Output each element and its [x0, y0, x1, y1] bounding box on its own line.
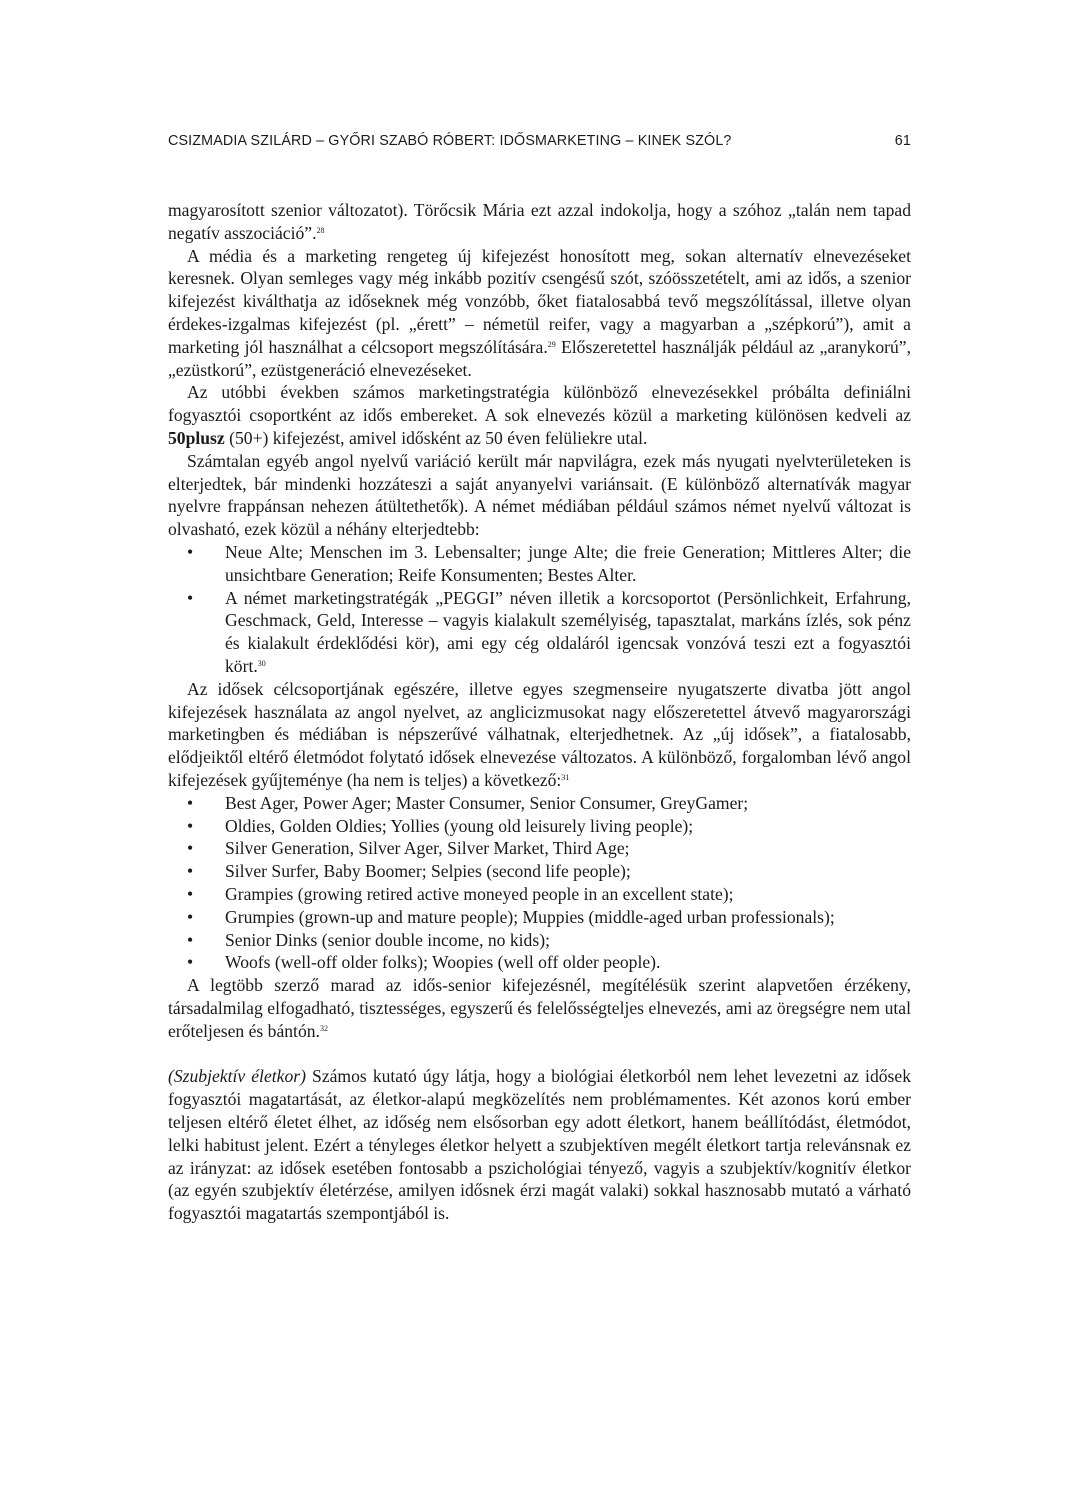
- english-terms-list: [168, 792, 911, 974]
- bullet: •: [187, 792, 194, 813]
- article-body: [168, 199, 911, 1225]
- footnote-ref-32[interactable]: 32: [319, 1023, 328, 1033]
- paragraph-media-expressions: A média és a marketing rengeteg új kifejezést honosított meg, sokan alternatív elnevezéseket keresnek. Olyan semleges vagy még inkább pozitív csengésű szót, szóösszetételt, ami az idős, a szenior kifejezést kiválthatja az időseknek még vonzóbb, őket fiatalosabbá tevő megszólítással, illetve olyan érdekes-izgalmas kifejezést (pl. „érett” – németül reifer, vagy a magyarban a „szépkorú”), amit a marketing jól használhat a célcsoport megszólítására.$^{29}$ Előszeretettel használják például az „aranykorú”, „ezüstkorú”, ezüstgeneráció elnevezéseket.: [168, 245, 911, 380]
- bullet: •: [187, 861, 194, 882]
- list-item: • Neue Alte; Menschen im 3. Lebensalter; junge Alte; die freie Generation; Mittleres Alter; die unsichtbare Generation; Reife Konsumenten; Bestes Alter.: [187, 541, 911, 585]
- list-item: • Best Ager, Power Ager; Master Consumer, Senior Consumer, GreyGamer;: [187, 792, 749, 813]
- page-number: 61: [894, 133, 911, 149]
- list-item: • Woofs (well-off older folks); Woopies (well off older people).: [187, 952, 661, 973]
- bullet: •: [187, 815, 194, 836]
- bullet: •: [187, 906, 194, 927]
- bullet: •: [187, 929, 194, 950]
- footnote-ref-29[interactable]: 29: [547, 339, 556, 349]
- section-spacer: [168, 1042, 911, 1065]
- paragraph-marketing-strategies: Az utóbbi években számos marketingstratégia különböző elnevezésekkel próbálta definiálni fogyasztói csoportként az idős embereket. A sok elnevezés közül a marketing különösen kedveli az 50plusz (50+) kifejezést, amivel idősként az 50 éven felüliekre utal.: [168, 382, 911, 448]
- paragraph-english-variations: Számtalan egyéb angol nyelvű variáció került már napvilágra, ezek más nyugati nyelvterületeken is elterjedtek, bár mindenki hozzáteszi a saját anyanyelvi variánsait. (E különböző alternatívák magyar nyelvre frappánsan nehezen átültethetők). A német médiában például számos német nyelvű változat is olvasható, ezek közül a néhány elterjedtebb:: [168, 450, 911, 540]
- running-title: CSIZMADIA SZILÁRD – GYŐRI SZABÓ RÓBERT: IDŐSMARKETING – KINEK SZÓL?: [168, 133, 732, 149]
- list-item: • Senior Dinks (senior double income, no kids);: [187, 929, 550, 950]
- running-header: [168, 133, 911, 149]
- footnote-ref-28[interactable]: 28: [316, 225, 325, 235]
- bullet: •: [187, 883, 194, 904]
- list-item: • Silver Generation, Silver Ager, Silver Market, Third Age;: [187, 838, 630, 859]
- list-item: • Silver Surfer, Baby Boomer; Selpies (second life people);: [187, 861, 631, 882]
- paragraph-continued: magyarosított szenior változatot). Törőcsik Mária ezt azzal indokolja, hogy a szóhoz „talán nem tapad negatív asszociáció”.$^{28}$: [168, 200, 911, 243]
- bullet: •: [187, 587, 194, 608]
- list-item: • Oldies, Golden Oldies; Yollies (young old leisurely living people);: [187, 815, 694, 836]
- bullet: •: [187, 838, 194, 859]
- bullet: •: [187, 541, 194, 562]
- term-50plusz: 50plusz: [168, 427, 225, 448]
- paragraph-subjective-age: (Szubjektív életkor) Számos kutató úgy látja, hogy a biológiai életkorból nem lehet levezetni az idősek fogyasztói magatartását, az életkor-alapú megközelítés nem problémamentes. Két azonos korú ember teljesen eltérő életet élhet, az időség nem elsősorban egy adott életkort, hanem beállítódást, életmódot, lelki habitust jelent. Ezért a tényleges életkor helyett a szubjektíven megélt életkort tartja relevánsnak ez az irányzat: az idősek esetében fontosabb a pszichológiai tényező, vagyis a szubjektív/kognitív életkor (az egyén szubjektív életérzése, amilyen idősnek érzi magát valaki) sokkal hasznosabb mutató a várható fogyasztói magatartás szempontjából is.: [168, 1066, 911, 1224]
- footnote-ref-31[interactable]: 31: [561, 772, 570, 782]
- list-item: • Grampies (growing retired active moneyed people in an excellent state);: [187, 883, 734, 904]
- footnote-ref-30[interactable]: 30: [257, 658, 266, 668]
- list-item: • Grumpies (grown-up and mature people); Muppies (middle-aged urban professionals);: [187, 906, 835, 927]
- german-terms-list: [168, 541, 911, 678]
- list-item: • A német marketingstratégák „PEGGI” néven illetik a korcsoportot (Persönlichkeit, Erfahrung, Geschmack, Geld, Interesse – vagyis kialakult személyiség, tapasztalat, markáns ízlés, sok pénz és kialakult érdeklődési kör), ami egy cég oldaláról igencsak vonzóvá teszi ezt a fogyasztói kört.$^{30}$: [187, 587, 911, 676]
- section-label: (Szubjektív életkor): [168, 1066, 306, 1087]
- bullet: •: [187, 952, 194, 973]
- paragraph-senior-term: A legtöbb szerző marad az idős-senior kifejezésnél, megítélésük szerint alapvetően érzékeny, társadalmilag elfogadható, tisztességes, egyszerű és felelősségteljes elnevezés, ami az öregségre nem utal erőteljesen és bántón.$^{32}$: [168, 975, 911, 1041]
- paragraph-english-terms-intro: Az idősek célcsoportjának egészére, illetve egyes szegmenseire nyugatszerte divatba jött angol kifejezések használata az angol nyelvet, az anglicizmusokat nagy előszeretettel átvevő magyarországi marketingben és médiában is népszerűvé válhatnak, elterjedhetnek. Az „új idősek”, a fiatalosabb, elődjeiktől eltérő életmódot folytató idősek elnevezése változatos. A különböző, forgalomban lévő angol kifejezések gyűjteménye (ha nem is teljes) a következő:$^{31}$: [168, 678, 911, 790]
